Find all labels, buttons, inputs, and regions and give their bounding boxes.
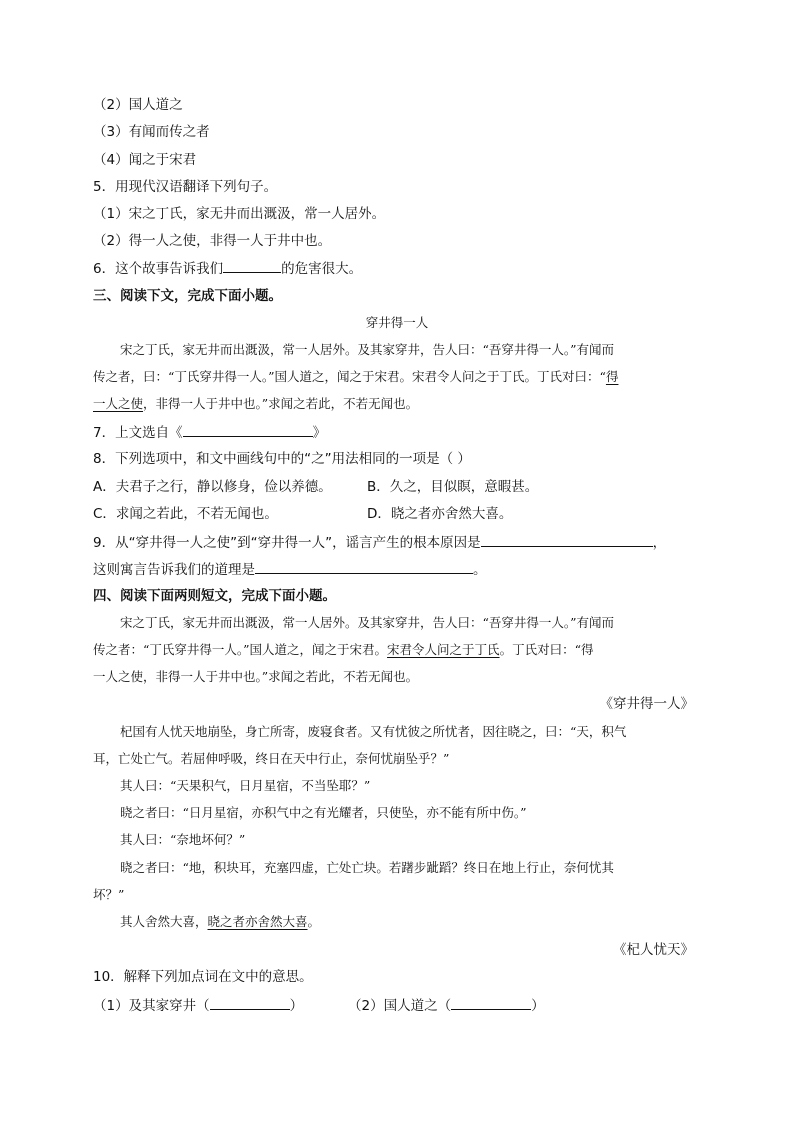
passage-line-2-text: 传之者，曰：“丁氏穿井得一人。”国人道之，闻之于宋君。宋君令人问之于丁氏。丁氏对曰：“ <box>93 369 606 384</box>
passage-title: 穿井得一人 <box>365 315 429 330</box>
q8-option-a[interactable]: A．夫君子之行，静以修身，俭以养德。 <box>93 479 332 495</box>
q9-text-2: 这则寓言告诉我们的道理是 <box>93 562 255 578</box>
q6 <box>93 259 362 278</box>
q6-answer-blank[interactable] <box>223 259 281 273</box>
q4-item-2: （2）国人道之 <box>93 97 183 113</box>
passage-line-3 <box>93 395 418 413</box>
text-b-line-8-text: 其人舍然大喜， <box>120 914 208 929</box>
text-b-underlined: 晓之者亦舍然大喜 <box>207 914 308 929</box>
text-b-line-2: 耳，亡处亡气。若屈伸呼吸，终日在天中行止，奈何忧崩坠乎？” <box>93 751 450 766</box>
q8-option-b[interactable]: B．久之，目似瞑，意暇甚。 <box>367 479 539 495</box>
text-a-line-3: 一人之使，非得一人于井中也。”求闻之若此，不若无闻也。 <box>93 669 419 684</box>
q8-stem: 8．下列选项中，和文中画线句中的“之”用法相同的一项是（ ） <box>93 451 471 467</box>
q9-text: 9．从“穿井得一人之使”到“穿井得一人”，谣言产生的根本原因是 <box>93 535 481 551</box>
text-b-line-7: 坏？” <box>93 887 125 902</box>
q10-stem: 10．解释下列加点词在文中的意思。 <box>93 969 313 985</box>
q7-answer-blank[interactable] <box>183 423 313 437</box>
q4-item-4: （4）闻之于宋君 <box>93 152 197 168</box>
text-b-line-4: 晓之者曰：“日月星宿，亦积气中之有光耀者，只使坠，亦不能有所中伤。” <box>120 805 527 820</box>
text-b-line-3: 其人曰：“天果积气，日月星宿，不当坠耶？” <box>120 778 371 793</box>
q5-sentence-2: （2）得一人之使，非得一人于井中也。 <box>93 233 332 249</box>
section-4-heading: 四、阅读下面两则短文，完成下面小题。 <box>93 588 336 604</box>
q5-stem: 5．用现代汉语翻译下列句子。 <box>93 179 278 195</box>
text-a-line-2 <box>93 641 593 659</box>
source-a: 《穿井得一人》 <box>599 696 694 712</box>
q4-item-3: （3）有闻而传之者 <box>93 124 210 140</box>
text-b-line-1: 杞国有人忧天地崩坠，身亡所寄，废寝食者。又有忧彼之所忧者，因往晓之，曰：“天，积气 <box>120 724 627 739</box>
text-b-line-8 <box>120 913 320 931</box>
q9-end: 。 <box>473 562 487 578</box>
q6-text: 6．这个故事告诉我们 <box>93 261 224 277</box>
q10-item-1-blank[interactable] <box>210 996 290 1010</box>
text-b-line-5: 其人曰：“奈地坏何？” <box>120 832 246 847</box>
text-a-line-1: 宋之丁氏，家无井而出溉汲，常一人居外。及其家穿井，告人曰：“吾穿井得一人。”有闻而 <box>120 615 615 630</box>
q9-comma: ， <box>652 535 667 551</box>
q7-text-end: 》 <box>312 425 327 441</box>
source-b: 《杞人忧天》 <box>613 942 694 958</box>
q6-text-end: 的危害很大。 <box>281 261 363 277</box>
q9-line-2 <box>93 560 487 579</box>
q10-item-2 <box>348 996 545 1015</box>
section-3-heading: 三、阅读下文，完成下面小题。 <box>93 288 282 304</box>
q7-text: 7．上文选自《 <box>93 425 183 441</box>
q9-line-1 <box>93 533 666 552</box>
passage-line-1: 宋之丁氏，家无井而出溉汲，常一人居外。及其家穿井，告人曰：“吾穿井得一人。”有闻而 <box>120 342 615 357</box>
text-b-line-6: 晓之者曰：“地，积块耳，充塞四虚，亡处亡块。若躇步跐蹈？终日在地上行止，奈何忧其 <box>120 860 614 875</box>
q8-option-c[interactable]: C．求闻之若此，不若无闻也。 <box>93 506 278 522</box>
q10-item-1-end: ） <box>289 998 304 1014</box>
q10-item-2-text: （2）国人道之（ <box>348 998 452 1014</box>
q7 <box>93 423 326 442</box>
text-a-underlined: 宋君令人问之于丁氏 <box>387 642 500 657</box>
q9-answer-blank-2[interactable] <box>255 560 473 574</box>
underlined-sentence-end: 一人之使 <box>93 396 144 411</box>
text-a-line-2-end: 。丁氏对曰：“得 <box>499 642 594 657</box>
text-b-line-8-end: 。 <box>307 914 321 929</box>
q9-answer-blank-1[interactable] <box>481 533 653 547</box>
text-a-line-2-text: 传之者：“丁氏穿井得一人。”国人道之，闻之于宋君。 <box>93 642 388 657</box>
passage-line-2 <box>93 368 618 386</box>
underlined-sentence-start: 得 <box>605 369 619 384</box>
q8-option-d[interactable]: D．晓之者亦舍然大喜。 <box>367 506 513 522</box>
q5-sentence-1: （1）宋之丁氏，家无井而出溉汲，常一人居外。 <box>93 206 386 222</box>
q10-item-2-end: ） <box>531 998 545 1014</box>
q10-item-1 <box>93 996 303 1015</box>
passage-line-3-text: ，非得一人于井中也。”求闻之若此，不若无闻也。 <box>143 396 419 411</box>
q10-item-1-text: （1）及其家穿井（ <box>93 998 210 1014</box>
q10-item-2-blank[interactable] <box>451 996 531 1010</box>
